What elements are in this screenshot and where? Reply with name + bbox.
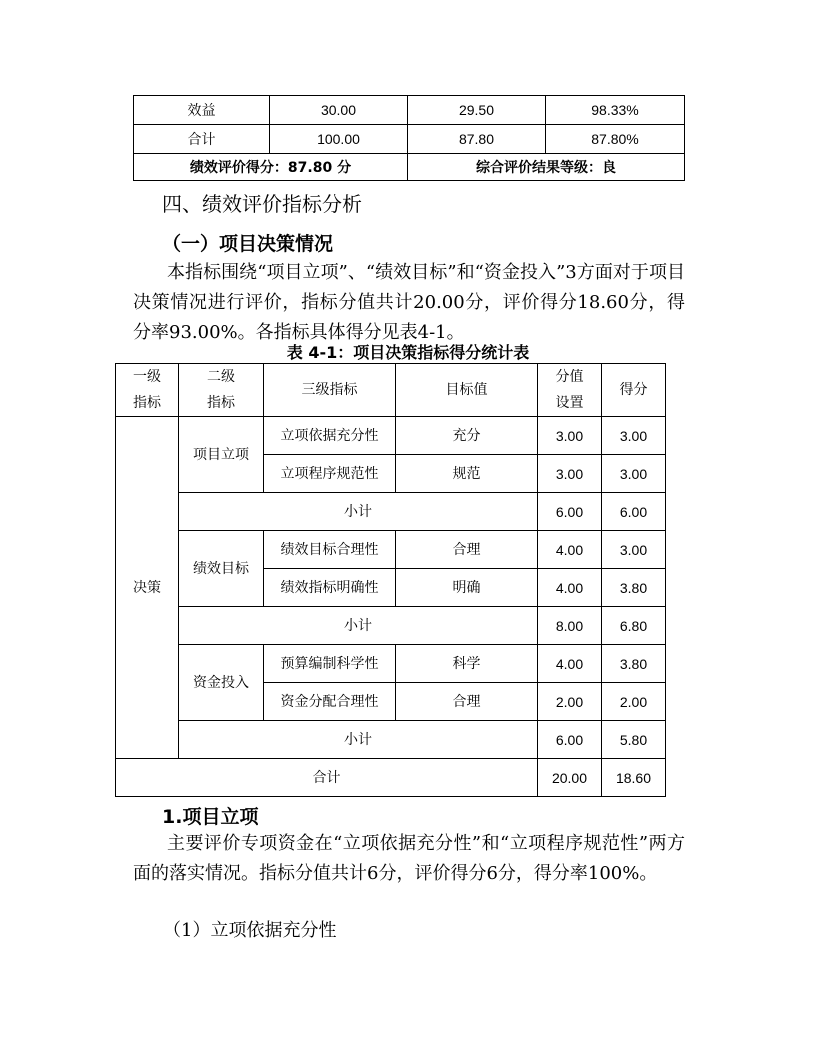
score-cell: 3.80 [602, 645, 666, 683]
evaluation-grade-cell [408, 154, 685, 181]
section-heading: 四、绩效评价指标分析 [162, 192, 362, 216]
decision-indicator-table [115, 363, 666, 797]
target-cell: 规范 [396, 455, 538, 493]
total-label: 合计 [116, 759, 538, 797]
score-cell: 3.80 [602, 569, 666, 607]
row-label: 合计 [134, 125, 270, 154]
total-weight-value: 30.00 [270, 96, 408, 125]
total-row [116, 759, 666, 797]
score-cell: 3.00 [602, 417, 666, 455]
level3-cell: 资金分配合理性 [264, 683, 396, 721]
header-level3: 三级指标 [264, 364, 396, 417]
table-row [134, 96, 685, 125]
weight-cell: 3.00 [538, 455, 602, 493]
level2-cell: 项目立项 [179, 417, 264, 493]
subtotal-weight: 8.00 [538, 607, 602, 645]
level3-cell: 绩效指标明确性 [264, 569, 396, 607]
score-value: 29.50 [408, 96, 546, 125]
level3-cell: 立项依据充分性 [264, 417, 396, 455]
level3-cell: 绩效目标合理性 [264, 531, 396, 569]
score-value: 87.80 [408, 125, 546, 154]
table-row [116, 645, 666, 683]
subtotal-score: 6.80 [602, 607, 666, 645]
header-weight: 分值 设置 [538, 364, 602, 417]
weight-cell: 3.00 [538, 417, 602, 455]
target-cell: 明确 [396, 569, 538, 607]
subtotal-weight: 6.00 [538, 721, 602, 759]
target-cell: 合理 [396, 683, 538, 721]
subtotal-score: 5.80 [602, 721, 666, 759]
score-rate-value: 98.33% [546, 96, 685, 125]
table-row [116, 531, 666, 569]
weight-cell: 2.00 [538, 683, 602, 721]
header-level2: 二级 指标 [179, 364, 264, 417]
score-rate-value: 87.80% [546, 125, 685, 154]
total-weight: 20.00 [538, 759, 602, 797]
table-row [116, 417, 666, 455]
total-score: 18.60 [602, 759, 666, 797]
row-label: 效益 [134, 96, 270, 125]
weight-cell: 4.00 [538, 569, 602, 607]
subtotal-weight: 6.00 [538, 493, 602, 531]
subtotal-row [116, 721, 666, 759]
total-weight-value: 100.00 [270, 125, 408, 154]
level1-cell: 决策 [116, 417, 179, 759]
table-row [134, 154, 685, 181]
table-header-row [116, 364, 666, 417]
subtotal-label: 小计 [179, 493, 538, 531]
evaluation-grade-text: 综合评价结果等级：良 [476, 160, 616, 176]
target-cell: 科学 [396, 645, 538, 683]
evaluation-score-cell [134, 154, 408, 181]
evaluation-score-text: 绩效评价得分：87.80 分 [189, 160, 352, 176]
header-target: 目标值 [396, 364, 538, 417]
level2-cell: 绩效目标 [179, 531, 264, 607]
target-cell: 充分 [396, 417, 538, 455]
score-cell: 3.00 [602, 531, 666, 569]
target-cell: 合理 [396, 531, 538, 569]
summary-score-table [133, 95, 685, 181]
subtotal-row [116, 607, 666, 645]
sub-heading: （一）项目决策情况 [162, 233, 334, 255]
level3-cell: 立项程序规范性 [264, 455, 396, 493]
weight-cell: 4.00 [538, 645, 602, 683]
sub-item-heading: （1）立项依据充分性 [163, 920, 337, 941]
subtotal-label: 小计 [179, 607, 538, 645]
item-heading: 1.项目立项 [162, 806, 259, 828]
header-level1: 一级 指标 [116, 364, 179, 417]
item-paragraph: 主要评价专项资金在“立项依据充分性”和“立项程序规范性”两方面的落实情况。指标分值共计6分，评价得分6分，得分率100%。 [133, 833, 685, 884]
subtotal-score: 6.00 [602, 493, 666, 531]
score-cell: 2.00 [602, 683, 666, 721]
subtotal-row [116, 493, 666, 531]
intro-paragraph: 本指标围绕“项目立项”、“绩效目标”和“资金投入”3方面对于项目决策情况进行评价，指标分值共计20.00分，评价得分18.60分，得分率93.00%。各指标具体得分见表4-1。 [133, 262, 685, 343]
table-caption: 表 4-1：项目决策指标得分统计表 [286, 343, 530, 362]
weight-cell: 4.00 [538, 531, 602, 569]
level2-cell: 资金投入 [179, 645, 264, 721]
score-cell: 3.00 [602, 455, 666, 493]
header-score: 得分 [602, 364, 666, 417]
level3-cell: 预算编制科学性 [264, 645, 396, 683]
subtotal-label: 小计 [179, 721, 538, 759]
table-row [134, 125, 685, 154]
